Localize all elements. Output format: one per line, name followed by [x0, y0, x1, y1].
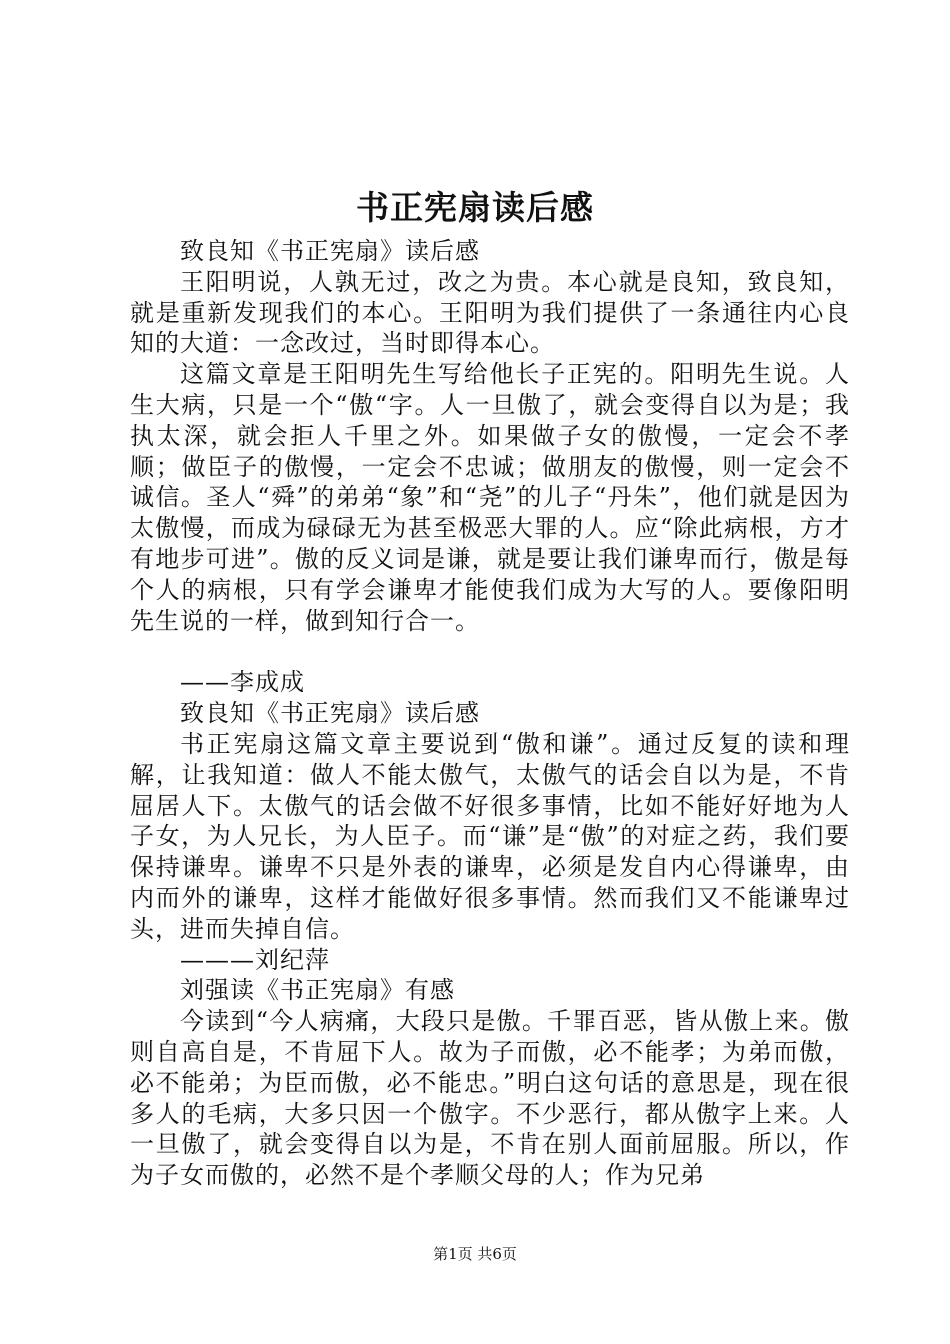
body-paragraph: 书正宪扇这篇文章主要说到“傲和谦”。通过反复的读和理解，让我知道：做人不能太傲气，太傲气的话会自以为是，不肯屈居人下。太傲气的话会做不好很多事情，比如不能好好地为人子女，为人兄长，为人臣子。而“谦”是“傲”的对症之药，我们要保持谦卑。谦卑不只是外表的谦卑，必须是发自内心得谦卑，由内而外的谦卑，这样才能做好很多事情。然而我们又不能谦卑过头，进而失掉自信。 [130, 729, 850, 943]
essay-heading-2: 致良知《书正宪扇》读后感 [180, 699, 480, 728]
body-paragraph: 今读到“今人病痛，大段只是傲。千罪百恶，皆从傲上来。傲则自高自是，不肯屈下人。故为子而傲，必不能孝；为弟而傲，必不能弟；为臣而傲，必不能忠。”明白这句话的意思是，现在很多人的毛病，大多只因一个傲字。不少恶行，都从傲字上来。人一旦傲了，就会变得自以为是，不肯在别人面前屈服。所以，作为子女而傲的，必然不是个孝顺父母的人；作为兄弟 [130, 1007, 850, 1190]
essay-heading-1: 致良知《书正宪扇》读后感 [180, 237, 480, 265]
paragraph-gap [130, 636, 850, 667]
body-paragraph: 这篇文章是王阳明先生写给他长子正宪的。阳明先生说。人生大病，只是一个“傲“字。人一旦傲了，就会变得自以为是；我执太深，就会拒人千里之外。如果做子女的傲慢，一定会不孝顺；做臣子的傲慢，一定会不忠诚；做朋友的傲慢，则一定会不诚信。圣人“舜”的弟弟“象”和“尧”的儿子“丹朱”，他们就是因为太傲慢，而成为碌碌无为甚至极恶大罪的人。应“除此病根，方才有地步可进”。傲的反义词是谦，就是要让我们谦卑而行，傲是每个人的病根，只有学会谦卑才能使我们成为大写的人。要像阳明先生说的一样，做到知行合一。 [130, 360, 850, 635]
author-signature: ———刘纪萍 [180, 945, 330, 974]
page-footer: 第1页 共6页 [433, 1245, 517, 1263]
document-title: 书正宪扇读后感 [356, 188, 594, 227]
essay-heading-3: 刘强读《书正宪扇》有感 [180, 976, 455, 1005]
body-paragraph: 王阳明说，人孰无过，改之为贵。本心就是良知，致良知，就是重新发现我们的本心。王阳明为我们提供了一条通往内心良知的大道：一念改过，当时即得本心。 [130, 267, 850, 358]
author-signature: ——李成成 [180, 668, 305, 697]
document-body [130, 236, 850, 1191]
